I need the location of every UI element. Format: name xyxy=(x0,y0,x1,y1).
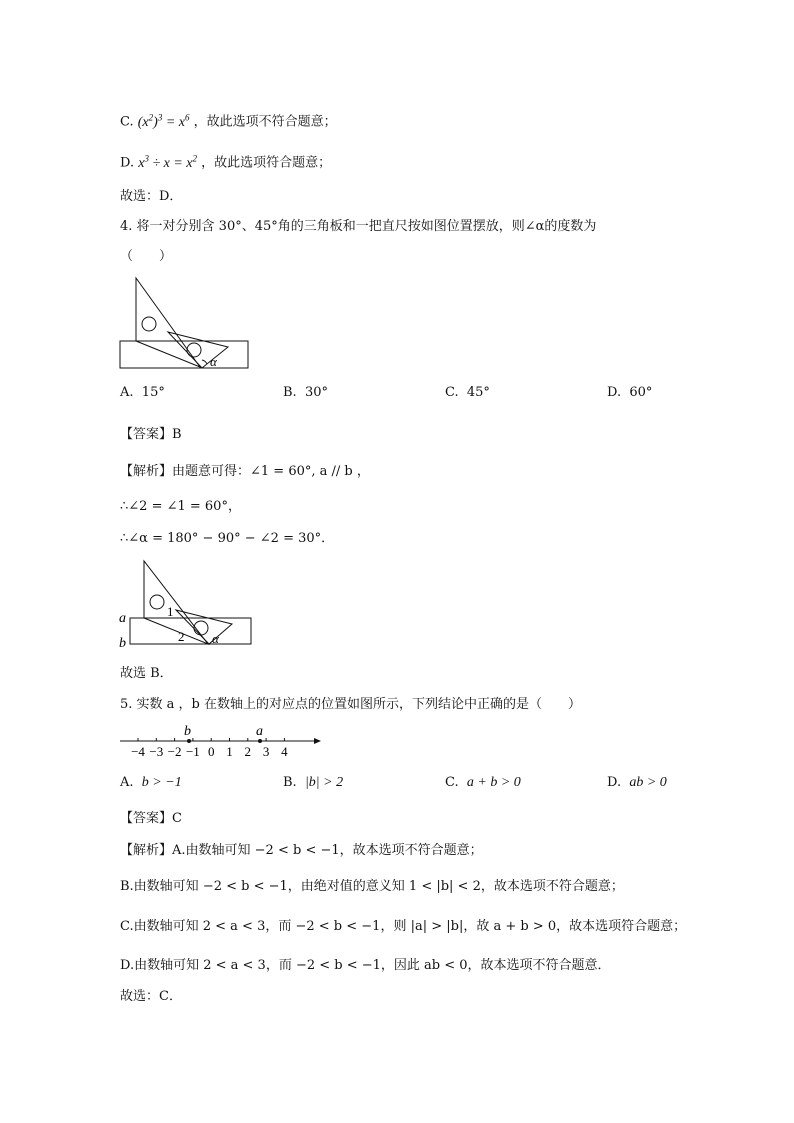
q5-conclusion: 故选：C． xyxy=(120,989,182,1004)
axis-arrow xyxy=(314,738,321,744)
option-value: |b| > 2 xyxy=(304,775,344,790)
option-value: ab > 0 xyxy=(629,775,667,790)
triangle-30-60 xyxy=(144,561,208,644)
option-label: C. xyxy=(120,114,134,130)
q4-option-a xyxy=(120,384,165,402)
q4-analysis-figure xyxy=(116,558,256,652)
option-label: B. xyxy=(283,385,297,400)
axis-tick-label: 0 xyxy=(207,744,215,759)
point-b xyxy=(187,739,191,743)
question-number: 5. xyxy=(120,697,133,712)
q5-option-b xyxy=(283,774,343,792)
axis-tick-label: −1 xyxy=(185,744,200,759)
option-label: D. xyxy=(120,155,135,171)
hole-circle-2 xyxy=(187,343,201,357)
option-label: B. xyxy=(283,775,297,790)
q5-stem xyxy=(120,696,581,714)
question-text: 实数 a ，b 在数轴上的对应点的位置如图所示，下列结论中正确的是（ ） xyxy=(136,697,582,712)
prev-option-c-line xyxy=(120,108,337,132)
option-value: 15° xyxy=(141,385,165,400)
angle-2-label: 2 xyxy=(178,629,185,644)
q4-answer-paren: （ ） xyxy=(120,249,173,264)
option-label: A. xyxy=(120,385,134,400)
analysis-text: 由题意可得：∠1 = 60°, a // b ， xyxy=(172,464,370,479)
option-value: 45° xyxy=(466,385,490,400)
q4-analysis-1 xyxy=(120,463,370,481)
q4-option-c xyxy=(445,384,490,402)
option-label: C. xyxy=(445,385,459,400)
triangle-30-60 xyxy=(136,278,200,367)
option-label: D. xyxy=(607,775,622,790)
q4-answer: 【答案】B xyxy=(120,427,182,442)
point-a-label: a xyxy=(256,724,263,739)
option-result-text: ，故此选项符合题意； xyxy=(201,155,332,171)
axis-tick-label: 1 xyxy=(226,744,233,759)
axis-tick-label: −2 xyxy=(167,744,182,759)
hole-circle-1 xyxy=(142,317,156,331)
point-b-label: b xyxy=(184,724,191,739)
analysis-tag: 【解析】 xyxy=(120,843,173,858)
q4-option-d xyxy=(607,384,652,402)
math-expression: $(x^2)^3 = x^6$ xyxy=(137,112,190,130)
option-value: b > −1 xyxy=(141,775,182,790)
axis-tick-label: 3 xyxy=(262,744,270,759)
q5-answer: 【答案】C xyxy=(120,811,182,826)
q4-analysis-2: ∴∠2 = ∠1 = 60°， xyxy=(120,499,241,514)
analysis-text: A.由数轴可知 −2 < b < −1，故本选项不符合题意； xyxy=(172,843,483,858)
q5-option-a xyxy=(120,774,182,792)
angle-arc xyxy=(202,360,207,364)
q5-option-d xyxy=(607,774,667,792)
q5-number-line xyxy=(118,720,323,760)
axis-tick-label: 2 xyxy=(244,744,252,759)
axis-tick-label: −4 xyxy=(131,744,145,759)
line-b-label: b xyxy=(119,636,126,651)
option-label: D. xyxy=(607,385,622,400)
option-label: C. xyxy=(445,775,459,790)
q5-analysis-c: C.由数轴可知 2 < a < 3，而 −2 < b < −1，则 |a| > |b|，故 a + b > 0，故本选项符合题意； xyxy=(120,919,687,934)
q5-analysis-d: D.由数轴可知 2 < a < 3，而 −2 < b < −1，因此 ab < 0，故本选项不符合题意． xyxy=(120,958,611,973)
q5-analysis-b: B.由数轴可知 −2 < b < −1，由绝对值的意义知 1 < |b| < 2，故本选项不符合题意； xyxy=(120,879,624,894)
hole-circle-1 xyxy=(150,595,164,609)
prev-conclusion: 故选：D． xyxy=(120,189,183,204)
alpha-label: α xyxy=(210,354,217,369)
q4-stem xyxy=(120,218,596,236)
q4-conclusion: 故选 B． xyxy=(120,666,173,681)
prev-option-d-line xyxy=(120,149,331,173)
q4-analysis-3: ∴∠α = 180° − 90° − ∠2 = 30°． xyxy=(120,531,335,546)
q5-option-c xyxy=(445,774,521,792)
line-a-label: a xyxy=(119,611,126,626)
option-value: 30° xyxy=(304,385,328,400)
question-number: 4. xyxy=(120,219,133,234)
math-expression: $x^3 \div x = x^2$ xyxy=(138,153,198,171)
option-label: A. xyxy=(120,775,134,790)
analysis-tag: 【解析】 xyxy=(120,464,173,479)
q5-analysis-a xyxy=(120,842,483,860)
axis-tick-label: 4 xyxy=(281,744,288,759)
alpha-label: α xyxy=(212,631,219,646)
question-text: 将一对分别含 30°、45°角的三角板和一把直尺按如图位置摆放，则∠α的度数为 xyxy=(136,219,597,234)
option-value: a + b > 0 xyxy=(466,775,521,790)
option-value: 60° xyxy=(629,385,653,400)
point-a xyxy=(258,739,262,743)
option-result-text: ，故此选项不符合题意； xyxy=(193,114,337,130)
q4-figure xyxy=(118,275,253,375)
angle-1-label: 1 xyxy=(167,604,174,619)
triangle-45 xyxy=(168,332,228,368)
axis-tick-label: −3 xyxy=(149,744,164,759)
q4-option-b xyxy=(283,384,328,402)
